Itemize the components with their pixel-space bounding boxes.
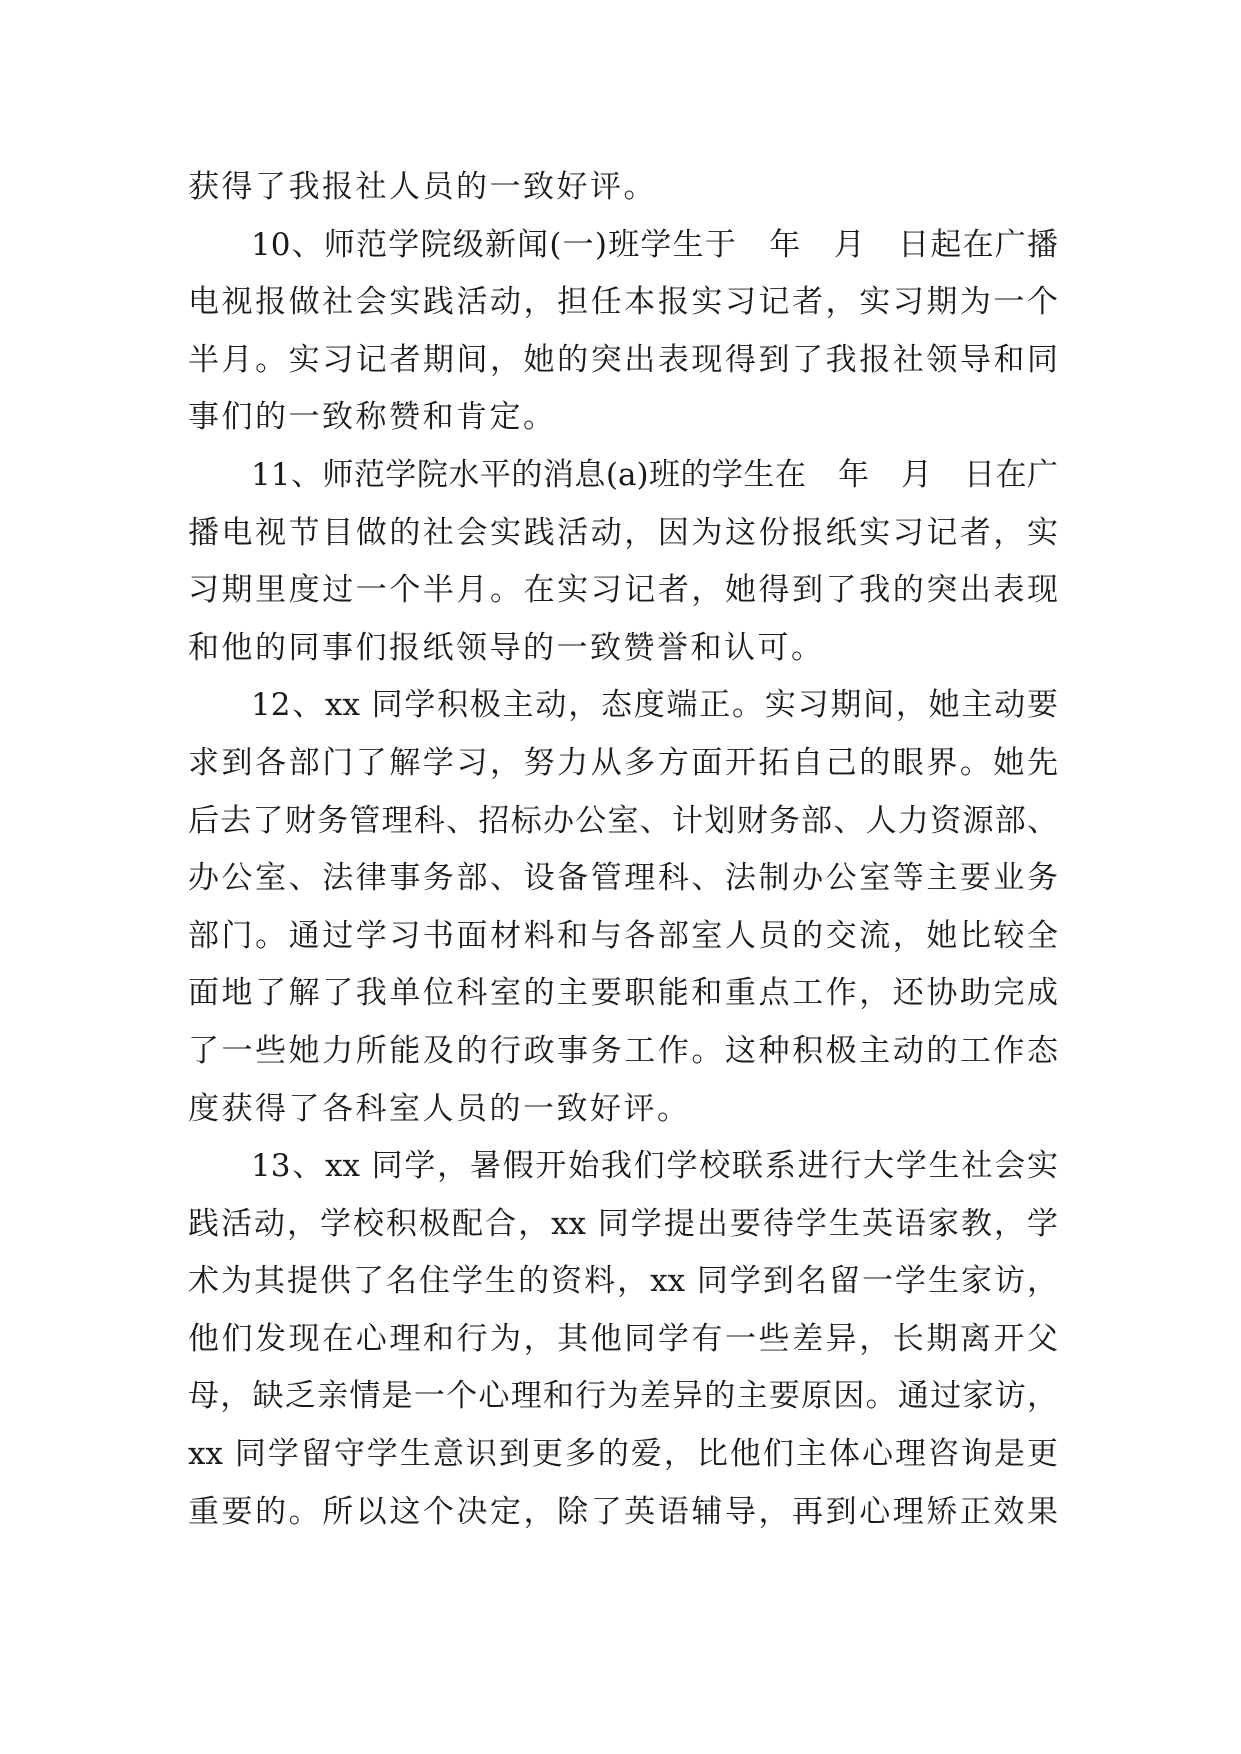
text-line: 半月。实习记者期间，她的突出表现得到了我报社领导和同 xyxy=(188,341,1058,378)
text-line: 10、师范学院级新闻(一)班学生于 年 月 日起在广播 xyxy=(251,226,1058,263)
text-line: 习期里度过一个半月。在实习记者，她得到了我的突出表现 xyxy=(188,572,1058,609)
text-line: 践活动，学校积极配合，xx 同学提出要待学生英语家教，学 xyxy=(188,1205,1058,1242)
text-line: 重要的。所以这个决定，除了英语辅导，再到心理矫正效果 xyxy=(188,1493,1058,1530)
text-line: 后去了财务管理科、招标办公室、计划财务部、人力资源部、 xyxy=(188,802,1058,839)
text-line: 事们的一致称赞和肯定。 xyxy=(188,399,557,436)
text-line: 了一些她力所能及的行政事务工作。这种积极主动的工作态 xyxy=(188,1032,1058,1069)
text-line: 播电视节目做的社会实践活动，因为这份报纸实习记者，实 xyxy=(188,514,1058,551)
text-line: 电视报做社会实践活动，担任本报实习记者，实习期为一个 xyxy=(188,284,1058,321)
document-body xyxy=(188,159,1058,1541)
text-line: 办公室、法律事务部、设备管理科、法制办公室等主要业务 xyxy=(188,860,1058,897)
text-line: 部门。通过学习书面材料和与各部室人员的交流，她比较全 xyxy=(188,917,1058,954)
text-line: 13、xx 同学，暑假开始我们学校联系进行大学生社会实 xyxy=(251,1148,1058,1185)
text-line: 术为其提供了名住学生的资料，xx 同学到名留一学生家访， xyxy=(188,1263,1058,1300)
text-line: 获得了我报社人员的一致好评。 xyxy=(188,169,657,205)
text-line: 他们发现在心理和行为，其他同学有一些差异，长期离开父 xyxy=(188,1320,1058,1357)
text-line: 度获得了各科室人员的一致好评。 xyxy=(188,1090,691,1127)
text-line: 11、师范学院水平的消息(a)班的学生在 年 月 日在广 xyxy=(251,456,1058,493)
text-line: 求到各部门了解学习，努力从多方面开拓自己的眼界。她先 xyxy=(188,744,1058,781)
text-line: 12、xx 同学积极主动，态度端正。实习期间，她主动要 xyxy=(251,687,1058,724)
text-line: 母，缺乏亲情是一个心理和行为差异的主要原因。通过家访， xyxy=(188,1378,1058,1415)
text-line: xx 同学留守学生意识到更多的爱，比他们主体心理咨询是更 xyxy=(188,1436,1058,1473)
text-line: 面地了解了我单位科室的主要职能和重点工作，还协助完成 xyxy=(188,975,1058,1012)
text-line: 和他的同事们报纸领导的一致赞誉和认可。 xyxy=(188,629,825,666)
